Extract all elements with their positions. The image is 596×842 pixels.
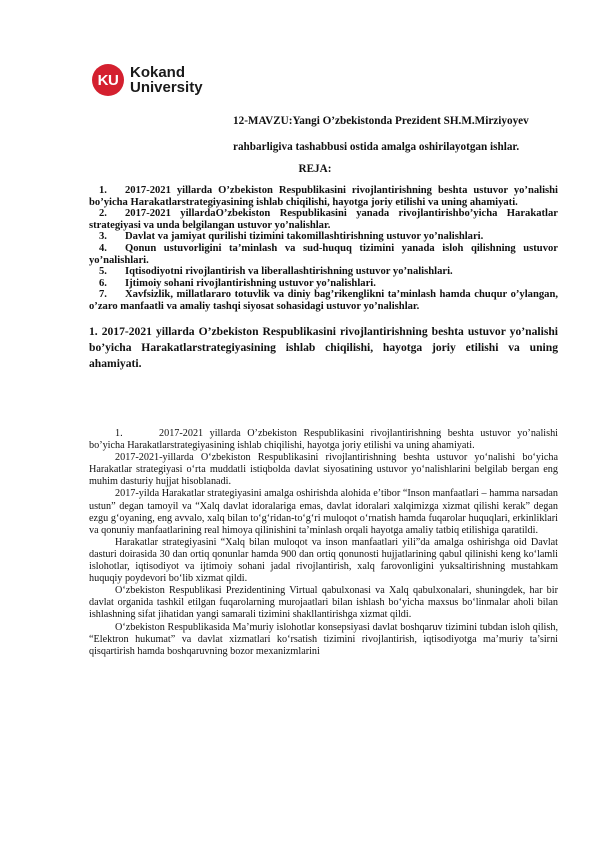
topic-line-2: rahbarligiva tashabbusi ostida amalga oshirilayotgan ishlar. [233,141,520,153]
plan-list [89,185,558,313]
plan-heading: REJA: [298,163,332,175]
plan-item: 1. 2017-2021 yillarda O’zbekiston Respublikasini rivojlantirishning beshta ustuvor yo’nalishi bo’yicha Harakatlarstrategiyasining ishlab chiqilishi, hayotga joriy etilishi va uning ahamiyati. [89,185,558,208]
body-text [89,428,558,658]
plan-item: 2. 2017-2021 yillardaO’zbekiston Respublikasini yanada rivojlantirishbo’yicha Harakatlar strategiyasi va unda belgilangan ustuvor yo’nalishlar. [89,208,558,231]
topic-title [233,112,563,156]
body-paragraph: 2017-2021-yillarda O‘zbekiston Respublikasini rivojlantirishning beshta ustuvor yo‘nalishi bo‘yicha Harakatlar strategiyasi o‘rta muddatli istiqbolda davlat siyosatining ustuvor yo‘nalishlarini belgilab bergan eng muhim dasturiy hujjat hisoblanadi. [89,452,558,488]
body-paragraph: O‘zbekiston Respublikasida Ma’muriy islohotlar konsepsiyasi davlat boshqaruv tizimini tubdan isloh qilish, “Elektron hukumat” va davlat xizmatlari ko‘rsatish tizimini rivojlantirish, iqtisodiyotga ma’muriy ta’sirni qisqartirish hamda boshqaruvning bozor mexanizmlarini [89,621,558,657]
body-paragraph: 2017-yilda Harakatlar strategiyasini amalga oshirishda alohida e’tibor “Inson manfaatlari – hamma narsadan ustun” degan tamoyil va “Xalq davlat idoralariga emas, davlat idoralari xalqimizga xizmat qilishi kerak” degan ezgu g‘oyaning, eng avvalo, xalq bilan to‘g‘ridan-to‘g‘ri muloqot o‘rnatish hamda fuqarolar huquqlari, erkinliklari va qonuniy manfaatlarining real himoya qilinishini ta’minlash orqali hayotga amaliy tatbiq etilishiga qaratildi. [89,488,558,536]
kokand-university-logo [92,64,203,96]
ku-logo-icon: KU [92,64,124,96]
plan-item: 6. Ijtimoiy sohani rivojlantirishning ustuvor yo’nalishlari. [99,277,376,289]
body-paragraph: Harakatlar strategiyasini “Xalq bilan muloqot va inson manfaatlari yili”da amalga oshirishga oid Davlat dasturi doirasida 30 dan ortiq qonunlar hamda 900 dan ortiq qonunosti hujjatlarining qabul qilinishi keng ko‘lamli islohotlar, iqtisodiyot va ijtimoiy sohani jadal rivojlantirish, xalq farovonligini yuksaltirishning mustahkam huquqiy poydevori bo‘lib xizmat qildi. [89,536,558,585]
body-paragraph: 1. 2017-2021 yillarda O’zbekiston Respublikasini rivojlantirishning beshta ustuvor yo’nalishi bo’yicha Harakatlarstrategiyasining ishlab chiqilishi, hayotga joriy etilishi va uning ahamiyati. [89,428,558,452]
body-paragraph: O‘zbekiston Respublikasi Prezidentining Virtual qabulxonasi va Xalq qabulxonalari, shuningdek, har bir davlat organida tashkil etilgan fuqarolarning murojaatlari bilan ishlash bo‘yicha maxsus bo‘linmalar aholi bilan ishlashning sifat jihatidan yangi samarali tizimini shakllantirishga xizmat qildi. [89,585,558,621]
plan-item: 5. Iqtisodiyotni rivojlantirish va liberallashtirishning ustuvor yo’nalishlari. [99,266,453,278]
logo-wordmark: Kokand University [130,64,203,96]
section-heading: 1. 2017-2021 yillarda O’zbekiston Respublikasini rivojlantirishning beshta ustuvor yo’nalishi bo’yicha Harakatlarstrategiyasining ishlab chiqilishi, hayotga joriy etilishi va uning ahamiyati. [89,325,558,370]
topic-line-1: 12-MAVZU:Yangi O’zbekistonda Prezident SH.M.Mirziyoyev [233,115,529,127]
plan-item: 4. Qonun ustuvorligini ta’minlash va sud-huquq tizimini yanada isloh qilishning ustuvor yo’nalishlari. [89,242,558,266]
plan-item: 7. Xavfsizlik, millatlararo totuvlik va diniy bag’rikenglikni ta’minlash hamda chuqur o’ylangan, o’zaro manfaatli va amaliy tashqi siyosat sohasidagi ustuvor yo’nalishlar. [89,289,558,312]
plan-item: 3. Davlat va jamiyat qurilishi tizimini takomillashtirishning ustuvor yo’nalishlari. [99,231,484,243]
